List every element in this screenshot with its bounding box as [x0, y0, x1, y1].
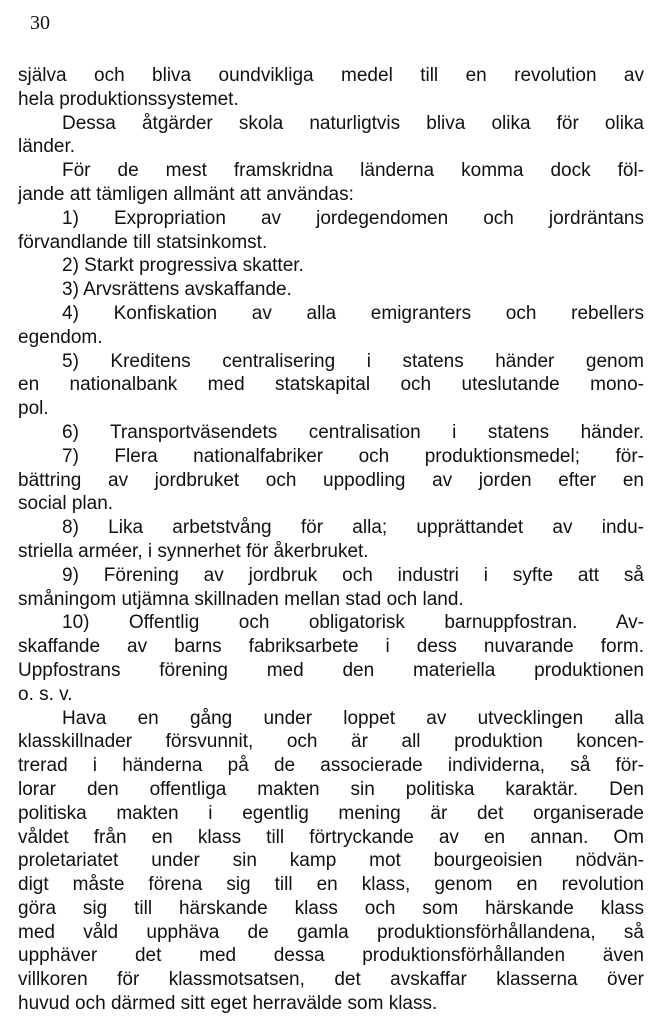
- page-number: 30: [30, 12, 50, 34]
- text-line: huvud och därmed sitt eget herravälde som klass.: [18, 993, 438, 1015]
- body-text: [18, 64, 644, 1016]
- text-line: våldet från en klass till förtryckande av en annan. Om: [18, 826, 644, 848]
- text-line: 6) Transportväsendets centralisation i statens händer.: [62, 421, 644, 443]
- text-line: bättring av jordbruket och uppodling av jorden efter en: [18, 469, 644, 491]
- text-line: digt måste förena sig till en klass, genom en revolution: [18, 874, 644, 896]
- text-line: 5) Kreditens centralisering i statens händer genom: [62, 350, 644, 372]
- text-line: 9) Förening av jordbruk och industri i syfte att så: [62, 564, 644, 586]
- text-line: upphäver det med dessa produktionsförhållanden även: [18, 945, 644, 967]
- text-line: egendom.: [18, 326, 103, 348]
- text-line: pol.: [18, 398, 49, 420]
- text-line: skaffande av barns fabriksarbete i dess nuvarande form.: [18, 636, 644, 658]
- text-line: proletariatet under sin kamp mot bourgeoisien nödvän-: [18, 850, 644, 872]
- text-line: 3) Arvsrättens avskaffande.: [62, 279, 292, 301]
- text-line: o. s. v.: [18, 683, 73, 705]
- text-line: 10) Offentlig och obligatorisk barnuppfostran. Av-: [62, 612, 644, 634]
- text-line: jande att tämligen allmänt att användas:: [18, 183, 354, 205]
- text-line: trerad i händerna på de associerade individerna, så för-: [18, 755, 644, 777]
- text-line: småningom utjämna skillnaden mellan stad och land.: [18, 588, 464, 610]
- text-line: 1) Expropriation av jordegendomen och jordräntans: [62, 207, 644, 229]
- text-line: För de mest framskridna länderna komma dock föl-: [62, 160, 644, 182]
- text-line: 4) Konfiskation av alla emigranters och rebellers: [62, 302, 644, 324]
- text-line: Dessa åtgärder skola naturligtvis bliva olika för olika: [62, 112, 644, 134]
- text-line: Uppfostrans förening med den materiella produktionen: [18, 659, 644, 681]
- text-line: Hava en gång under loppet av utvecklingen alla: [62, 707, 644, 729]
- text-line: villkoren för klassmotsatsen, det avskaffar klasserna över: [18, 969, 644, 991]
- text-line: social plan.: [18, 493, 114, 515]
- text-line: göra sig till härskande klass och som härskande klass: [18, 897, 644, 919]
- text-line: 8) Lika arbetstvång för alla; upprättandet av indu-: [62, 517, 644, 539]
- text-line: en nationalbank med statskapital och uteslutande mono-: [18, 374, 644, 396]
- text-line: länder.: [18, 136, 76, 158]
- text-line: 7) Flera nationalfabriker och produktionsmedel; för-: [62, 445, 644, 467]
- text-line: med våld upphäva de gamla produktionsförhållandena, så: [18, 921, 644, 943]
- text-line: lorar den offentliga makten sin politiska karaktär. Den: [18, 778, 644, 800]
- text-line: klasskillnader försvunnit, och är all produktion koncen-: [18, 731, 644, 753]
- text-line: politiska makten i egentlig mening är det organiserade: [18, 802, 644, 824]
- text-line: hela produktionssystemet.: [18, 88, 239, 110]
- text-line: själva och bliva oundvikliga medel till en revolution av: [18, 65, 644, 86]
- text-line: striella arméer, i synnerhet för åkerbruket.: [18, 540, 369, 562]
- text-line: förvandlande till statsinkomst.: [18, 231, 268, 253]
- text-line: 2) Starkt progressiva skatter.: [62, 255, 304, 277]
